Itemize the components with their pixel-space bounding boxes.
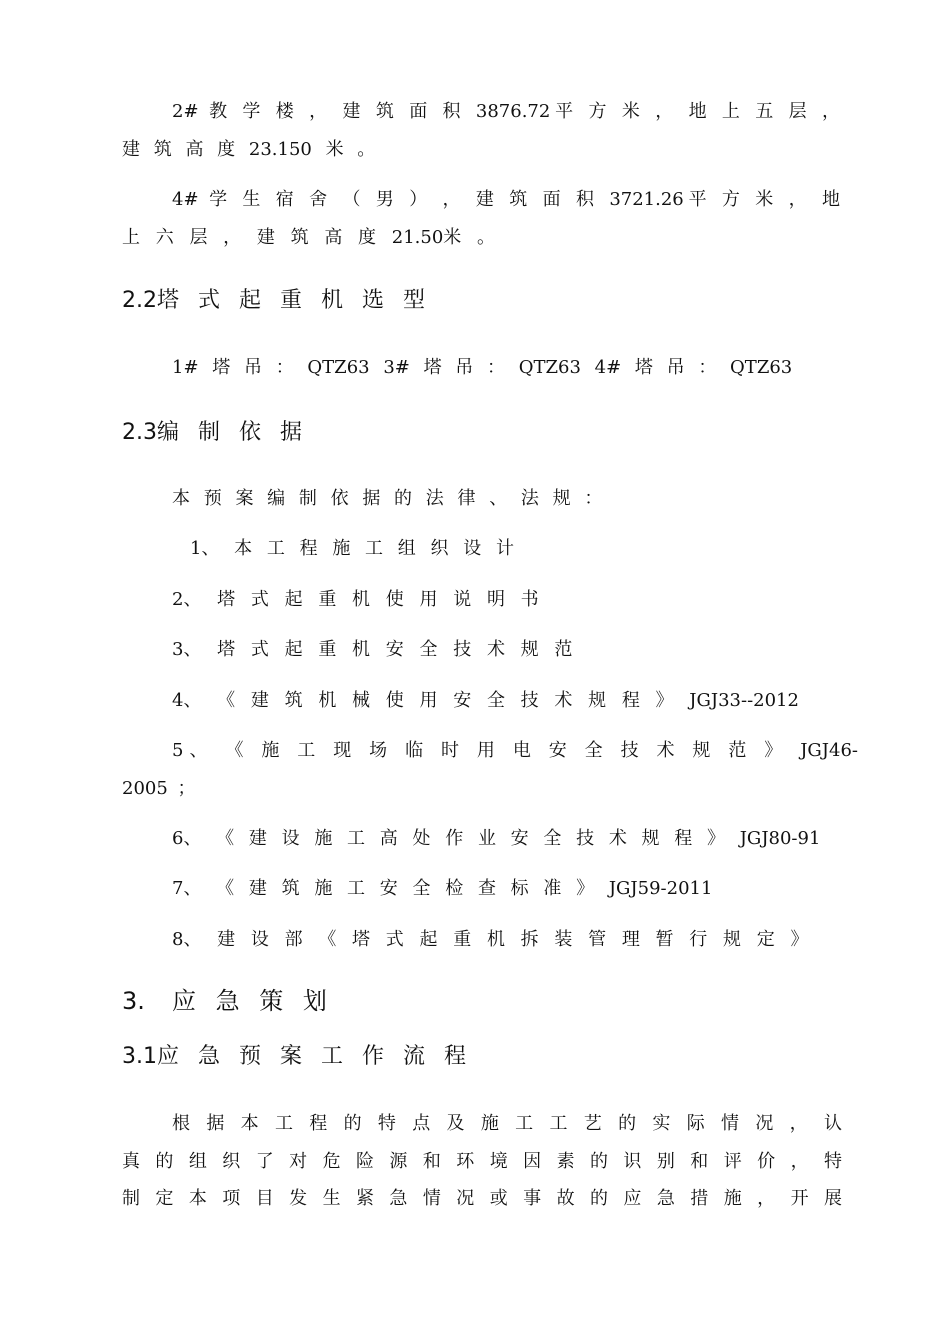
section-title: 编 制 依 据 [157,420,308,445]
paragraph-line: 建 筑 高 度 23.150 米 。 [122,139,376,160]
crane-list: 1# 塔 吊 ： QTZ63 3# 塔 吊 ： QTZ63 4# 塔 吊 ： QTZ63 [172,357,793,378]
list-item: 4、 《 建 筑 机 械 使 用 安 全 技 术 规 程 》 JGJ33--2012 [172,690,799,711]
list-item: 1、 本 工 程 施 工 组 织 设 计 [190,538,514,559]
paragraph-line: 真 的 组 织 了 对 危 险 源 和 环 境 因 素 的 识 别 和 评 价 ， 特 [122,1151,842,1172]
paragraph-line: 制 定 本 项 目 发 生 紧 急 情 况 或 事 故 的 应 急 措 施 ， 开 展 [122,1188,842,1209]
section-title: 塔 式 起 重 机 选 型 [157,288,431,313]
list-item: 5、 《 施 工 现 场 临 时 用 电 安 全 技 术 规 范 》 JGJ46- [172,740,858,761]
list-item: 6、 《 建 设 施 工 高 处 作 业 安 全 技 术 规 程 》 JGJ80-91 [172,828,821,849]
section-heading [122,1043,472,1071]
chapter-number: 3. [122,987,145,1015]
list-item: 3、 塔 式 起 重 机 安 全 技 术 规 范 [172,639,573,660]
list-item: 7、 《 建 筑 施 工 安 全 检 查 标 准 》 JGJ59-2011 [172,878,713,899]
paragraph-line: 上 六 层 ， 建 筑 高 度 21.50米 。 [122,227,496,248]
list-item: 8、 建 设 部 《 塔 式 起 重 机 拆 装 管 理 暂 行 规 定 》 [172,929,809,950]
section-number: 3.1 [122,1044,157,1069]
section-title: 应 急 预 案 工 作 流 程 [157,1044,472,1069]
paragraph-line: 4# 学 生 宿 舍 （ 男 ） ， 建 筑 面 积 3721.26平 方 米 ， 地 [172,189,840,210]
chapter-title: 应 急 策 划 [172,987,333,1015]
chapter-heading [122,987,333,1015]
paragraph-line: 本 预 案 编 制 依 据 的 法 律 、 法 规 ： [172,488,603,509]
section-number: 2.2 [122,288,157,313]
section-heading [122,419,308,447]
list-item: 2、 塔 式 起 重 机 使 用 说 明 书 [172,589,539,610]
section-number: 2.3 [122,420,157,445]
paragraph-line: 2# 教 学 楼 ， 建 筑 面 积 3876.72平 方 米 ， 地 上 五 层 ， [172,101,840,122]
list-item-continuation: 2005 ； [122,778,196,799]
section-heading [122,287,431,315]
paragraph-line: 根 据 本 工 程 的 特 点 及 施 工 工 艺 的 实 际 情 况 ， 认 [172,1113,842,1134]
